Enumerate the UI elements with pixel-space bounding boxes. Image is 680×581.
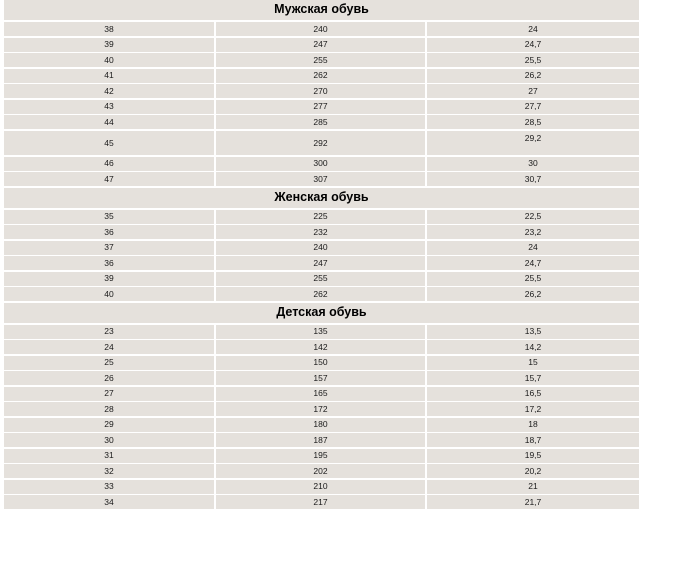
length-mm-cell: 285 [216, 115, 425, 129]
length-cm-cell: 27 [427, 84, 639, 98]
table-row [4, 84, 639, 98]
table-row [4, 464, 639, 478]
size-ru-cell: 37 [4, 241, 214, 255]
table-row [4, 480, 639, 494]
size-ru-cell: 38 [4, 22, 214, 36]
length-mm-cell: 247 [216, 256, 425, 270]
length-mm-cell: 150 [216, 356, 425, 370]
table-row [4, 340, 639, 354]
table-row [4, 325, 639, 339]
length-cm-cell: 29,2 [427, 131, 639, 156]
size-ru-cell: 24 [4, 340, 214, 354]
length-cm-cell: 19,5 [427, 449, 639, 463]
size-ru-cell: 31 [4, 449, 214, 463]
length-mm-cell: 262 [216, 287, 425, 301]
length-cm-cell: 24,7 [427, 256, 639, 270]
length-mm-cell: 202 [216, 464, 425, 478]
length-mm-cell: 165 [216, 387, 425, 401]
length-mm-cell: 300 [216, 157, 425, 171]
length-mm-cell: 277 [216, 100, 425, 114]
size-ru-cell: 46 [4, 157, 214, 171]
table-row [4, 22, 639, 36]
table-row [4, 387, 639, 401]
table-row [4, 157, 639, 171]
length-mm-cell: 270 [216, 84, 425, 98]
length-mm-cell: 307 [216, 172, 425, 186]
length-cm-cell: 20,2 [427, 464, 639, 478]
table-row [4, 69, 639, 83]
length-cm-cell: 13,5 [427, 325, 639, 339]
length-cm-cell: 16,5 [427, 387, 639, 401]
table-row [4, 210, 639, 224]
table-row [4, 225, 639, 239]
table-row [4, 115, 639, 129]
section-rows [4, 20, 639, 186]
size-ru-cell: 34 [4, 495, 214, 509]
table-row [4, 418, 639, 432]
length-mm-cell: 292 [216, 131, 425, 156]
size-ru-cell: 47 [4, 172, 214, 186]
table-row [4, 172, 639, 186]
size-ru-cell: 40 [4, 287, 214, 301]
section-rows [4, 323, 639, 510]
length-mm-cell: 232 [216, 225, 425, 239]
length-mm-cell: 180 [216, 418, 425, 432]
size-ru-cell: 43 [4, 100, 214, 114]
length-mm-cell: 187 [216, 433, 425, 447]
table-row [4, 53, 639, 67]
length-cm-cell: 15,7 [427, 371, 639, 385]
section-header: Женская обувь [4, 188, 639, 208]
length-mm-cell: 142 [216, 340, 425, 354]
length-mm-cell: 225 [216, 210, 425, 224]
size-ru-cell: 28 [4, 402, 214, 416]
table-row [4, 495, 639, 509]
table-row [4, 402, 639, 416]
length-cm-cell: 21,7 [427, 495, 639, 509]
length-mm-cell: 210 [216, 480, 425, 494]
table-row [4, 100, 639, 114]
length-cm-cell: 15 [427, 356, 639, 370]
length-cm-cell: 23,2 [427, 225, 639, 239]
size-ru-cell: 45 [4, 131, 214, 156]
length-mm-cell: 172 [216, 402, 425, 416]
size-ru-cell: 29 [4, 418, 214, 432]
length-cm-cell: 24,7 [427, 38, 639, 52]
length-cm-cell: 18,7 [427, 433, 639, 447]
size-ru-cell: 41 [4, 69, 214, 83]
shoe-size-table [4, 0, 639, 511]
length-mm-cell: 247 [216, 38, 425, 52]
length-cm-cell: 24 [427, 22, 639, 36]
length-cm-cell: 14,2 [427, 340, 639, 354]
size-ru-cell: 42 [4, 84, 214, 98]
length-mm-cell: 217 [216, 495, 425, 509]
length-mm-cell: 195 [216, 449, 425, 463]
length-mm-cell: 262 [216, 69, 425, 83]
size-ru-cell: 27 [4, 387, 214, 401]
table-row [4, 433, 639, 447]
length-cm-cell: 24 [427, 241, 639, 255]
size-ru-cell: 36 [4, 225, 214, 239]
length-mm-cell: 255 [216, 53, 425, 67]
size-ru-cell: 40 [4, 53, 214, 67]
size-ru-cell: 36 [4, 256, 214, 270]
size-ru-cell: 23 [4, 325, 214, 339]
table-row [4, 256, 639, 270]
size-ru-cell: 33 [4, 480, 214, 494]
length-cm-cell: 27,7 [427, 100, 639, 114]
length-mm-cell: 255 [216, 272, 425, 286]
size-ru-cell: 32 [4, 464, 214, 478]
length-mm-cell: 157 [216, 371, 425, 385]
table-row [4, 38, 639, 52]
table-row [4, 371, 639, 385]
table-row [4, 272, 639, 286]
size-ru-cell: 30 [4, 433, 214, 447]
table-row [4, 131, 639, 156]
length-cm-cell: 17,2 [427, 402, 639, 416]
length-mm-cell: 240 [216, 22, 425, 36]
size-ru-cell: 39 [4, 38, 214, 52]
section-rows [4, 208, 639, 302]
section-header: Детская обувь [4, 303, 639, 323]
length-cm-cell: 30 [427, 157, 639, 171]
length-cm-cell: 26,2 [427, 69, 639, 83]
length-cm-cell: 26,2 [427, 287, 639, 301]
length-cm-cell: 18 [427, 418, 639, 432]
length-cm-cell: 21 [427, 480, 639, 494]
length-cm-cell: 25,5 [427, 272, 639, 286]
length-cm-cell: 30,7 [427, 172, 639, 186]
length-cm-cell: 28,5 [427, 115, 639, 129]
length-cm-cell: 25,5 [427, 53, 639, 67]
length-mm-cell: 135 [216, 325, 425, 339]
size-ru-cell: 35 [4, 210, 214, 224]
size-ru-cell: 44 [4, 115, 214, 129]
size-ru-cell: 25 [4, 356, 214, 370]
length-cm-cell: 22,5 [427, 210, 639, 224]
table-row [4, 356, 639, 370]
section-header: Мужская обувь [4, 0, 639, 20]
length-mm-cell: 240 [216, 241, 425, 255]
table-row [4, 449, 639, 463]
size-ru-cell: 39 [4, 272, 214, 286]
table-row [4, 287, 639, 301]
size-ru-cell: 26 [4, 371, 214, 385]
table-row [4, 241, 639, 255]
